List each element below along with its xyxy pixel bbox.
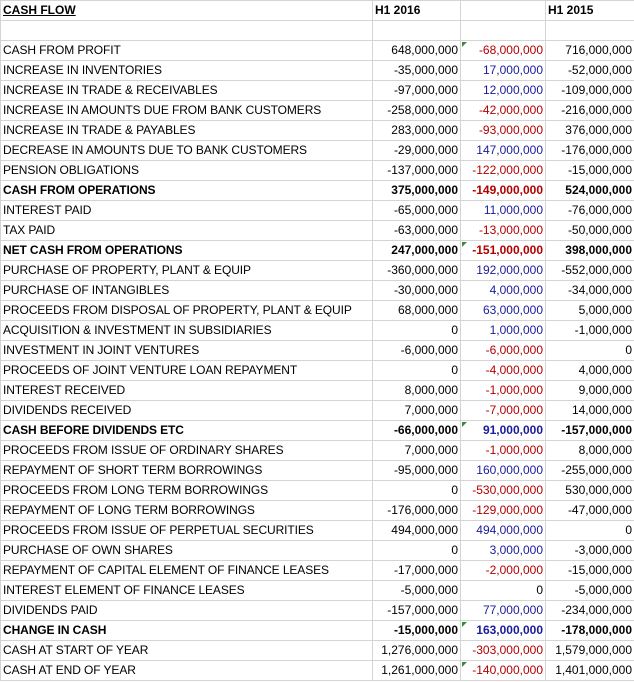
table-row [1, 661, 634, 681]
prior-value-cell[interactable]: 9,000,000 [546, 381, 634, 401]
change-value-cell[interactable]: -2,000,000 [461, 561, 546, 581]
table-row [1, 521, 634, 541]
table-row [1, 221, 634, 241]
row-label[interactable]: TAX PAID [1, 221, 373, 241]
current-value-cell[interactable]: -157,000,000 [373, 601, 461, 621]
row-label[interactable]: REPAYMENT OF LONG TERM BORROWINGS [1, 501, 373, 521]
prior-value-cell[interactable]: 530,000,000 [546, 481, 634, 501]
current-value-cell[interactable]: -5,000,000 [373, 581, 461, 601]
change-value-cell[interactable]: 3,000,000 [461, 541, 546, 561]
current-value-cell[interactable]: -176,000,000 [373, 501, 461, 521]
prior-value-cell[interactable]: -255,000,000 [546, 461, 634, 481]
current-value-cell[interactable]: -66,000,000 [373, 421, 461, 441]
prior-value-cell[interactable]: -52,000,000 [546, 61, 634, 81]
table-row [1, 81, 634, 101]
prior-value-cell[interactable]: -34,000,000 [546, 281, 634, 301]
current-value-cell[interactable]: -65,000,000 [373, 201, 461, 221]
current-value-cell[interactable]: -360,000,000 [373, 261, 461, 281]
change-value-cell[interactable]: -42,000,000 [461, 101, 546, 121]
change-value-cell[interactable]: -6,000,000 [461, 341, 546, 361]
current-value-cell[interactable]: -15,000,000 [373, 621, 461, 641]
table-row [1, 481, 634, 501]
row-label[interactable]: INVESTMENT IN JOINT VENTURES [1, 341, 373, 361]
prior-value-cell[interactable]: -1,000,000 [546, 321, 634, 341]
current-value-cell[interactable]: 0 [373, 541, 461, 561]
table-row [1, 461, 634, 481]
change-value-cell[interactable]: -7,000,000 [461, 401, 546, 421]
prior-value-cell[interactable]: 8,000,000 [546, 441, 634, 461]
change-value-cell[interactable]: 91,000,000 [461, 421, 546, 441]
current-value-cell[interactable]: -137,000,000 [373, 161, 461, 181]
table-row [1, 121, 634, 141]
current-value-cell[interactable]: 8,000,000 [373, 381, 461, 401]
current-value-cell[interactable]: -29,000,000 [373, 141, 461, 161]
row-label[interactable]: PROCEEDS FROM ISSUE OF ORDINARY SHARES [1, 441, 373, 461]
blank-cell[interactable] [373, 21, 461, 41]
row-label[interactable]: INTEREST ELEMENT OF FINANCE LEASES [1, 581, 373, 601]
row-label[interactable]: PURCHASE OF PROPERTY, PLANT & EQUIP [1, 261, 373, 281]
prior-value-cell[interactable]: 376,000,000 [546, 121, 634, 141]
row-label[interactable]: REPAYMENT OF SHORT TERM BORROWINGS [1, 461, 373, 481]
prior-value-cell[interactable]: -76,000,000 [546, 201, 634, 221]
change-value-cell[interactable]: 163,000,000 [461, 621, 546, 641]
current-value-cell[interactable]: -30,000,000 [373, 281, 461, 301]
row-label[interactable]: CASH AT END OF YEAR [1, 661, 373, 681]
change-value-cell[interactable]: -129,000,000 [461, 501, 546, 521]
change-value-cell[interactable]: -1,000,000 [461, 441, 546, 461]
current-value-cell[interactable]: 68,000,000 [373, 301, 461, 321]
prior-value-cell[interactable]: -176,000,000 [546, 141, 634, 161]
row-label[interactable]: PROCEEDS OF JOINT VENTURE LOAN REPAYMENT [1, 361, 373, 381]
prior-value-cell[interactable]: -5,000,000 [546, 581, 634, 601]
current-value-cell[interactable]: 648,000,000 [373, 41, 461, 61]
current-value-cell[interactable]: -95,000,000 [373, 461, 461, 481]
change-value-cell[interactable]: -149,000,000 [461, 181, 546, 201]
column-header-prior[interactable]: H1 2015 [546, 1, 634, 21]
change-value-cell[interactable]: -151,000,000 [461, 241, 546, 261]
change-value-cell[interactable]: -122,000,000 [461, 161, 546, 181]
current-value-cell[interactable]: 0 [373, 481, 461, 501]
table-row [1, 141, 634, 161]
sheet-title[interactable]: CASH FLOW [1, 1, 373, 21]
row-label[interactable]: PROCEEDS FROM DISPOSAL OF PROPERTY, PLANT & EQUIP [1, 301, 373, 321]
table-row [1, 161, 634, 181]
current-value-cell[interactable]: 494,000,000 [373, 521, 461, 541]
prior-value-cell[interactable]: -157,000,000 [546, 421, 634, 441]
row-label[interactable]: PURCHASE OF OWN SHARES [1, 541, 373, 561]
current-value-cell[interactable]: 0 [373, 321, 461, 341]
prior-value-cell[interactable]: -216,000,000 [546, 101, 634, 121]
change-value-cell[interactable]: 0 [461, 581, 546, 601]
table-body [1, 1, 634, 681]
table-row [1, 301, 634, 321]
change-value-cell[interactable]: 11,000,000 [461, 201, 546, 221]
blank-cell[interactable] [546, 21, 634, 41]
prior-value-cell[interactable]: -15,000,000 [546, 161, 634, 181]
row-label[interactable]: INCREASE IN AMOUNTS DUE FROM BANK CUSTOMERS [1, 101, 373, 121]
table-row [1, 321, 634, 341]
prior-value-cell[interactable]: 1,401,000,000 [546, 661, 634, 681]
current-value-cell[interactable]: 7,000,000 [373, 441, 461, 461]
table-row [1, 501, 634, 521]
change-value-cell[interactable]: 17,000,000 [461, 61, 546, 81]
prior-value-cell[interactable]: 4,000,000 [546, 361, 634, 381]
row-label[interactable]: INTEREST RECEIVED [1, 381, 373, 401]
blank-row [1, 21, 634, 41]
current-value-cell[interactable]: 247,000,000 [373, 241, 461, 261]
current-value-cell[interactable]: 0 [373, 361, 461, 381]
row-label[interactable]: DIVIDENDS PAID [1, 601, 373, 621]
row-label[interactable]: INTEREST PAID [1, 201, 373, 221]
prior-value-cell[interactable]: -178,000,000 [546, 621, 634, 641]
prior-value-cell[interactable]: -109,000,000 [546, 81, 634, 101]
row-label[interactable]: DECREASE IN AMOUNTS DUE TO BANK CUSTOMERS [1, 141, 373, 161]
prior-value-cell[interactable]: -47,000,000 [546, 501, 634, 521]
row-label[interactable]: PROCEEDS FROM LONG TERM BORROWINGS [1, 481, 373, 501]
current-value-cell[interactable]: 283,000,000 [373, 121, 461, 141]
table-row [1, 601, 634, 621]
current-value-cell[interactable]: 1,261,000,000 [373, 661, 461, 681]
table-row [1, 421, 634, 441]
blank-cell[interactable] [461, 21, 546, 41]
prior-value-cell[interactable]: 0 [546, 521, 634, 541]
row-label[interactable]: INCREASE IN TRADE & RECEIVABLES [1, 81, 373, 101]
prior-value-cell[interactable]: -15,000,000 [546, 561, 634, 581]
row-label[interactable]: PENSION OBLIGATIONS [1, 161, 373, 181]
change-value-cell[interactable]: -530,000,000 [461, 481, 546, 501]
blank-cell[interactable] [1, 21, 373, 41]
header-row [1, 1, 634, 21]
current-value-cell[interactable]: -97,000,000 [373, 81, 461, 101]
current-value-cell[interactable]: 1,276,000,000 [373, 641, 461, 661]
change-value-cell[interactable]: -140,000,000 [461, 661, 546, 681]
prior-value-cell[interactable]: -552,000,000 [546, 261, 634, 281]
prior-value-cell[interactable]: 5,000,000 [546, 301, 634, 321]
change-value-cell[interactable]: 1,000,000 [461, 321, 546, 341]
row-label[interactable]: INCREASE IN INVENTORIES [1, 61, 373, 81]
change-value-cell[interactable]: 192,000,000 [461, 261, 546, 281]
table-row [1, 41, 634, 61]
row-label[interactable]: CHANGE IN CASH [1, 621, 373, 641]
current-value-cell[interactable]: -17,000,000 [373, 561, 461, 581]
current-value-cell[interactable]: -6,000,000 [373, 341, 461, 361]
row-label[interactable]: ACQUISITION & INVESTMENT IN SUBSIDIARIES [1, 321, 373, 341]
row-label[interactable]: CASH BEFORE DIVIDENDS ETC [1, 421, 373, 441]
table-row [1, 541, 634, 561]
table-row [1, 441, 634, 461]
prior-value-cell[interactable]: 398,000,000 [546, 241, 634, 261]
row-label[interactable]: PURCHASE OF INTANGIBLES [1, 281, 373, 301]
column-header-change[interactable] [461, 1, 546, 21]
change-value-cell[interactable]: -68,000,000 [461, 41, 546, 61]
table-row [1, 361, 634, 381]
prior-value-cell[interactable]: 524,000,000 [546, 181, 634, 201]
table-row [1, 641, 634, 661]
current-value-cell[interactable]: -258,000,000 [373, 101, 461, 121]
change-value-cell[interactable]: 63,000,000 [461, 301, 546, 321]
table-row [1, 61, 634, 81]
row-label[interactable]: PROCEEDS FROM ISSUE OF PERPETUAL SECURITIES [1, 521, 373, 541]
change-value-cell[interactable]: 77,000,000 [461, 601, 546, 621]
current-value-cell[interactable]: -63,000,000 [373, 221, 461, 241]
change-value-cell[interactable]: 494,000,000 [461, 521, 546, 541]
column-header-current[interactable]: H1 2016 [373, 1, 461, 21]
table-row [1, 281, 634, 301]
current-value-cell[interactable]: 7,000,000 [373, 401, 461, 421]
prior-value-cell[interactable]: 14,000,000 [546, 401, 634, 421]
prior-value-cell[interactable]: 0 [546, 341, 634, 361]
change-value-cell[interactable]: 4,000,000 [461, 281, 546, 301]
prior-value-cell[interactable]: -234,000,000 [546, 601, 634, 621]
prior-value-cell[interactable]: 716,000,000 [546, 41, 634, 61]
change-value-cell[interactable]: -1,000,000 [461, 381, 546, 401]
prior-value-cell[interactable]: -50,000,000 [546, 221, 634, 241]
change-value-cell[interactable]: -93,000,000 [461, 121, 546, 141]
change-value-cell[interactable]: -13,000,000 [461, 221, 546, 241]
row-label[interactable]: CASH FROM PROFIT [1, 41, 373, 61]
change-value-cell[interactable]: -4,000,000 [461, 361, 546, 381]
change-value-cell[interactable]: 160,000,000 [461, 461, 546, 481]
table-row [1, 181, 634, 201]
table-row [1, 401, 634, 421]
current-value-cell[interactable]: -35,000,000 [373, 61, 461, 81]
table-row [1, 201, 634, 221]
row-label[interactable]: CASH FROM OPERATIONS [1, 181, 373, 201]
table-row [1, 381, 634, 401]
row-label[interactable]: REPAYMENT OF CAPITAL ELEMENT OF FINANCE LEASES [1, 561, 373, 581]
change-value-cell[interactable]: -303,000,000 [461, 641, 546, 661]
current-value-cell[interactable]: 375,000,000 [373, 181, 461, 201]
prior-value-cell[interactable]: 1,579,000,000 [546, 641, 634, 661]
table-row [1, 101, 634, 121]
table-row [1, 261, 634, 281]
row-label[interactable]: NET CASH FROM OPERATIONS [1, 241, 373, 261]
row-label[interactable]: DIVIDENDS RECEIVED [1, 401, 373, 421]
table-row [1, 581, 634, 601]
change-value-cell[interactable]: 12,000,000 [461, 81, 546, 101]
table-row [1, 341, 634, 361]
prior-value-cell[interactable]: -3,000,000 [546, 541, 634, 561]
change-value-cell[interactable]: 147,000,000 [461, 141, 546, 161]
row-label[interactable]: CASH AT START OF YEAR [1, 641, 373, 661]
row-label[interactable]: INCREASE IN TRADE & PAYABLES [1, 121, 373, 141]
table-row [1, 621, 634, 641]
table-row [1, 241, 634, 261]
table-row [1, 561, 634, 581]
